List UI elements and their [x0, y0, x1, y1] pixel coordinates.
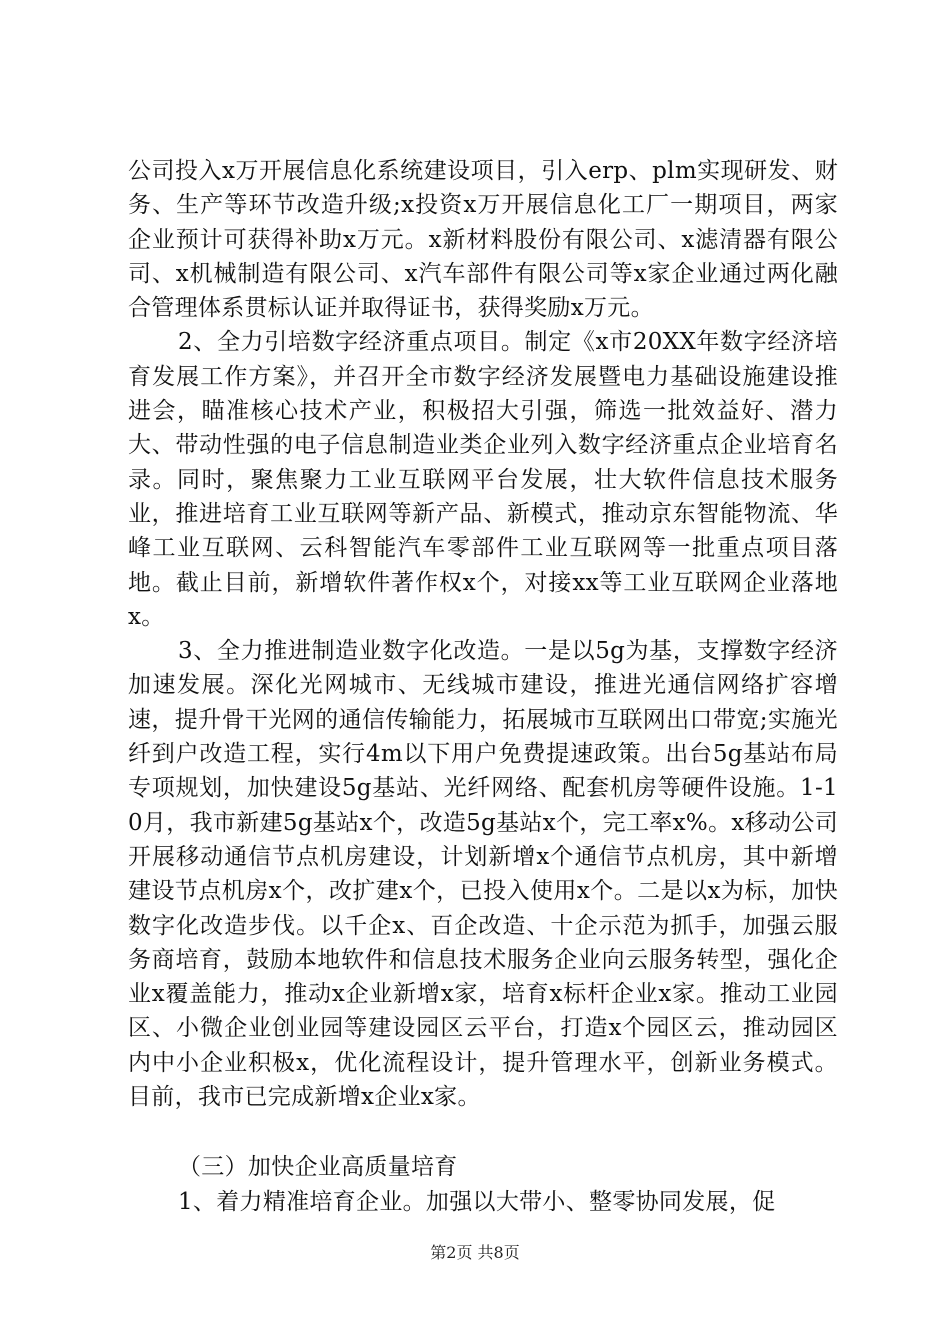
section-heading: （三）加快企业高质量培育: [178, 1154, 458, 1181]
document-body: [128, 154, 838, 1219]
section-gap: [128, 1114, 838, 1150]
paragraph-digital-projects: 2、全力引培数字经济重点项目。制定《x市20XX年数字经济培育发展工作方案》，并召开全市数字经济发展暨电力基础设施建设推进会，瞄准核心技术产业，积极招大引强，筛选一批效益好、潜力大、带动性强的电子信息制造业类企业列入数字经济重点企业培育名录。同时，聚焦聚力工业互联网平台发展，壮大软件信息技术服务业，推进培育工业互联网等新产品、新模式，推动京东智能物流、华峰工业互联网、云科智能汽车零部件工业互联网等一批重点项目落地。截止目前，新增软件著作权x个，对接xx等工业互联网企业落地x。: [128, 329, 838, 630]
page-number-footer: 第2页 共8页: [430, 1243, 520, 1262]
paragraph-enterprise-cultivation: 1、着力精准培育企业。加强以大带小、整零协同发展，促: [178, 1188, 776, 1215]
paragraph-manufacturing-digitalization: 3、全力推进制造业数字化改造。一是以5g为基，支撑数字经济加速发展。深化光网城市、无线城市建设，推进光通信网络扩容增速，提升骨干光网的通信传输能力，拓展城市互联网出口带宽;实施光纤到户改造工程，实行4m以下用户免费提速政策。出台5g基站布局专项规划，加快建设5g基站、光纤网络、配套机房等硬件设施。1-10月，我市新建5g基站x个，改造5g基站x个，完工率x%。x移动公司开展移动通信节点机房建设，计划新增x个通信节点机房，其中新增建设节点机房x个，改扩建x个，已投入使用x个。二是以x为标，加快数字化改造步伐。以千企x、百企改造、十企示范为抓手，加强云服务商培育，鼓励本地软件和信息技术服务企业向云服务转型，强化企业x覆盖能力，推动x企业新增x家，培育x标杆企业x家。推动工业园区、小微企业创业园等建设园区云平台，打造x个园区云，推动园区内中小企业积极x，优化流程设计，提升管理水平，创新业务模式。目前，我市已完成新增x企业x家。: [128, 638, 838, 1111]
paragraph-continued: 公司投入x万开展信息化系统建设项目，引入erp、plm实现研发、财务、生产等环节改造升级;x投资x万开展信息化工厂一期项目，两家企业预计可获得补助x万元。x新材料股份有限公司、x滤清器有限公司、x机械制造有限公司、x汽车部件有限公司等x家企业通过两化融合管理体系贯标认证并取得证书，获得奖励x万元。: [128, 158, 838, 322]
